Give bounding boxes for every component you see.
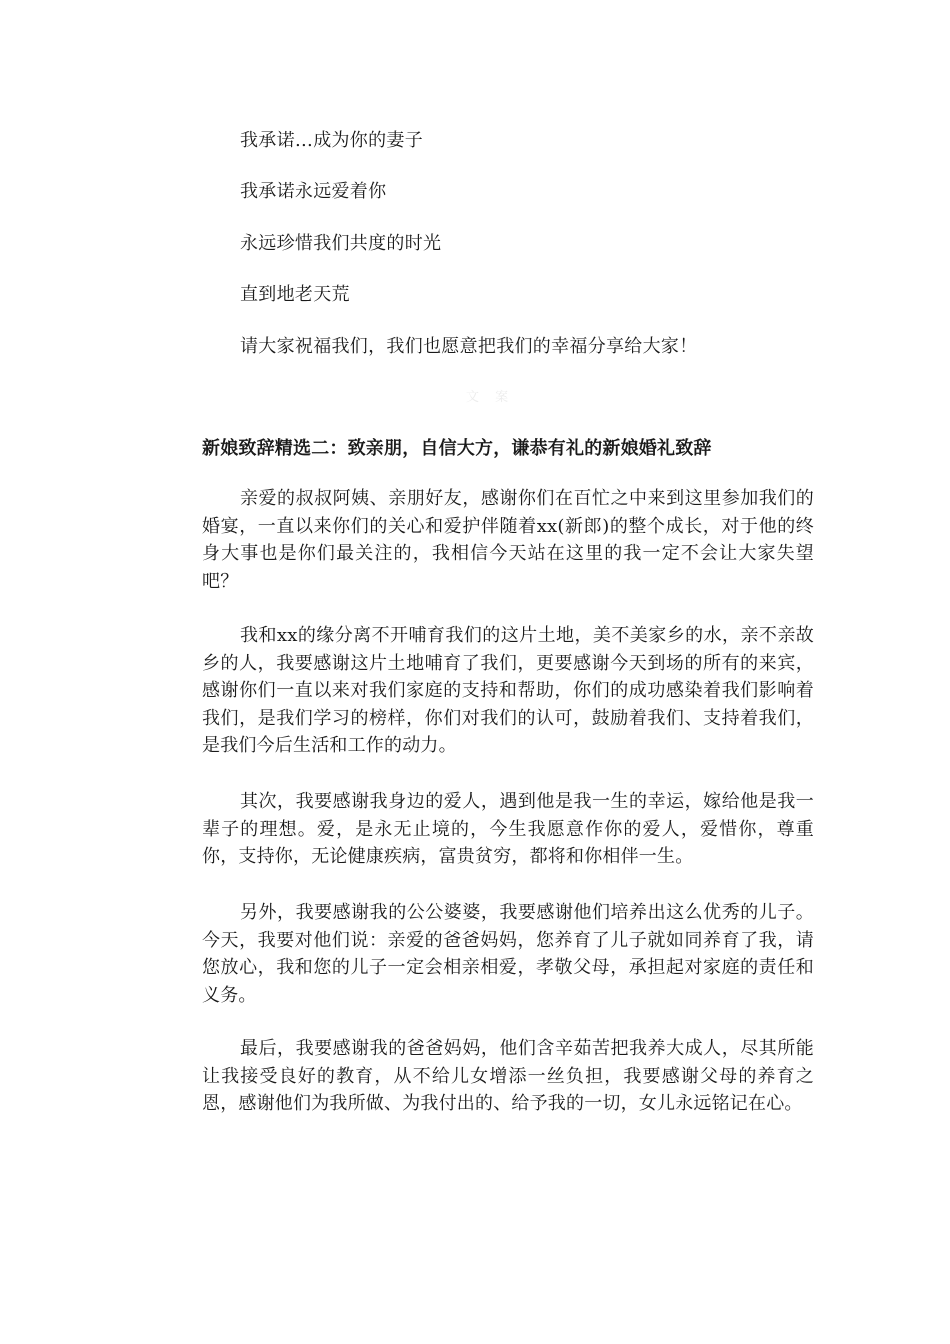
vow-line-1: 我承诺…成为你的妻子	[240, 130, 423, 151]
vow-line-3: 永远珍惜我们共度的时光	[240, 233, 442, 254]
paragraph-3: 其次，我要感谢我身边的爱人，遇到他是我一生的幸运，嫁给他是我一辈子的理想。爱，是永无止境的，今生我愿意作你的爱人，爱惜你，尊重你，支持你，无论健康疾病，富贵贫穷，都将和你相伴一生。	[202, 791, 814, 867]
blessing-line: 请大家祝福我们，我们也愿意把我们的幸福分享给大家！	[240, 336, 698, 357]
paragraph-5: 最后，我要感谢我的爸爸妈妈，他们含辛茹苦把我养大成人，尽其所能让我接受良好的教育，从不给儿女增添一丝负担，我要感谢父母的养育之恩，感谢他们为我所做、为我付出的、给予我的一切，女儿永远铭记在心。	[202, 1038, 814, 1114]
paragraph-4: 另外，我要感谢我的公公婆婆，我要感谢他们培养出这么优秀的儿子。今天，我要对他们说：亲爱的爸爸妈妈，您养育了儿子就如同养育了我，请您放心，我和您的儿子一定会相亲相爱，孝敬父母，承担起对家庭的责任和义务。	[202, 902, 814, 1006]
vow-line-4: 直到地老天荒	[240, 284, 350, 305]
paragraph-1: 亲爱的叔叔阿姨、亲朋好友，感谢你们在百忙之中来到这里参加我们的婚宴，一直以来你们的关心和爱护伴随着xx(新郎)的整个成长，对于他的终身大事也是你们最关注的，我相信今天站在这里的我一定不会让大家失望吧？	[202, 488, 814, 592]
section-title: 新娘致辞精选二：致亲朋，自信大方，谦恭有礼的新娘婚礼致辞	[202, 438, 712, 459]
watermark: 文 案	[466, 390, 515, 405]
vow-line-2: 我承诺永远爱着你	[240, 181, 387, 202]
paragraph-2: 我和xx的缘分离不开哺育我们的这片土地，美不美家乡的水，亲不亲故乡的人，我要感谢这片土地哺育了我们，更要感谢今天到场的所有的来宾，感谢你们一直以来对我们家庭的支持和帮助，你们的成功感染着我们影响着我们，是我们学习的榜样，你们对我们的认可，鼓励着我们、支持着我们，是我们今后生活和工作的动力。	[202, 625, 814, 756]
